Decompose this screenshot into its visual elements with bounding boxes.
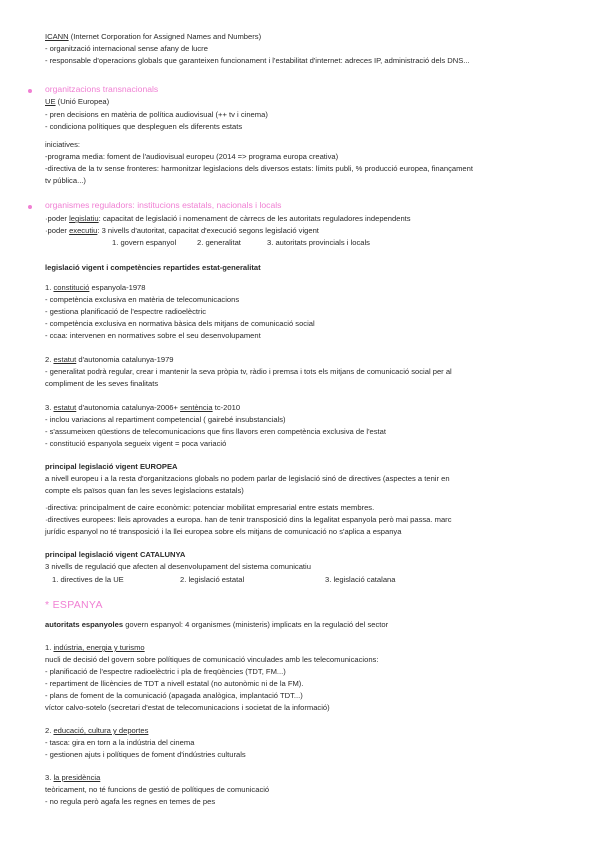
text-line: víctor calvo-sotelo (secretari d'estat de telecomunicacions i societat de la informació) <box>45 703 330 712</box>
list-heading <box>45 283 146 293</box>
keyword: legislatiu <box>69 214 99 223</box>
authority-levels <box>112 238 370 248</box>
keyword: constitució <box>53 283 90 292</box>
item-number: 1. <box>45 283 54 292</box>
keyword: indústria, energia y turismo <box>53 643 145 652</box>
level-item: 3. autoritats provincials i locals <box>267 238 370 247</box>
text-line <box>45 214 411 224</box>
text-line: - organització internacional sense afany de lucre <box>45 44 208 53</box>
item-number: 3. <box>45 773 54 782</box>
level-item: 2. generalitat <box>197 238 241 247</box>
text-line: compliment de les seves finalitats <box>45 379 159 388</box>
text-line: iniciatives: <box>45 140 81 149</box>
text-line: -directiva de la tv sense fronteres: harmonitzar legislacions dels diversos estats: límits publi, % producció europea, finançament <box>45 164 473 173</box>
text-line: - planificació de l'espectre radioelèctric i pla de freqüències (TDT, FM...) <box>45 667 286 676</box>
text-line: -programa media: foment de l'audiovisual europeu (2014 => programa europa creativa) <box>45 152 339 161</box>
text-span: d'autonomia catalunya-1979 <box>76 355 174 364</box>
section-heading: organismes reguladors: institucions estatals, nacionals i locals <box>45 200 282 210</box>
text-line: - gestionen ajuts i polítiques de foment d'indústries culturals <box>45 750 246 759</box>
subheading: legislació vigent i competències repartides estat-generalitat <box>45 263 261 272</box>
text-line: - generalitat podrà regular, crear i mantenir la seva pròpia tv, ràdio i premsa i tots els mitjans de comunicació social per al <box>45 367 452 376</box>
section-bullet-icon <box>28 89 32 93</box>
text-line: teòricament, no té funcions de gestió de polítiques de comunicació <box>45 785 270 794</box>
text-line: - constitució espanyola segueix vigent = poca variació <box>45 439 227 448</box>
text-span: espanyola-1978 <box>89 283 146 292</box>
text-line: 3 nivells de regulació que afecten al desenvolupament del sistema comunicatiu <box>45 562 311 571</box>
text-line: a nivell europeu i a la resta d'organitzacions globals no podem parlar de legislació sinó de directives (aspectes a tenir en <box>45 474 450 483</box>
text-line: - gestiona planificació de l'espectre radioelèctric <box>45 307 207 316</box>
text-line: - responsable d'operacions globals que garanteixen funcionament i l'estabilitat d'internet: adreces IP, administració dels DNS... <box>45 56 470 65</box>
keyword: sentència <box>180 403 213 412</box>
keyword: educació, cultura y deportes <box>53 726 149 735</box>
item-number: 1. <box>45 643 54 652</box>
text-line: tv pública...) <box>45 176 86 185</box>
icann-full-name: (Internet Corporation for Assigned Names and Numbers) <box>68 32 262 41</box>
list-heading <box>45 773 100 783</box>
text-line: jurídic espanyol no té transposició i la llei europea sobre els mitjans de comunicació no s'aplica a espanya <box>45 527 402 536</box>
text-line: - tasca: gira en torn a la indústria del cinema <box>45 738 195 747</box>
text-line: - competència exclusiva en normativa bàsica dels mitjans de comunicació social <box>45 319 315 328</box>
text-line: - ccaa: intervenen en normatives sobre el seu desenvolupament <box>45 331 261 340</box>
keyword: executiu <box>69 226 98 235</box>
text-line: - s'assumeixen qüestions de telecomunicacions que fins llavors eren competència exclusiva de l'estat <box>45 427 386 436</box>
level-item: 3. legislació catalana <box>325 575 396 584</box>
icann-title <box>45 32 261 42</box>
list-heading <box>45 643 145 653</box>
text-line: - inclou variacions al repartiment competencial ( gairebé insubstancials) <box>45 415 286 424</box>
text-line: - plans de foment de la comunicació (apagada analògica, implantació TDT...) <box>45 691 303 700</box>
text-span: ·poder <box>45 214 70 223</box>
level-item: 1. govern espanyol <box>112 238 177 247</box>
text-line: - pren decisions en matèria de política audiovisual (++ tv i cinema) <box>45 110 268 119</box>
text-line <box>45 620 388 630</box>
section-heading: organitzacions transnacionals <box>45 84 159 94</box>
section-bullet-icon <box>28 205 32 209</box>
text-line: nucli de decisió del govern sobre polítiques de comunicació vinculades amb les telecomunicacions: <box>45 655 379 664</box>
bold-term: autoritats espanyoles <box>45 620 124 629</box>
text-line: - condiciona polítiques que despleguen els diferents estats <box>45 122 243 131</box>
icann-acronym: ICANN <box>45 32 69 41</box>
text-span: ·poder <box>45 226 70 235</box>
subheading: principal legislació vigent CATALUNYA <box>45 550 186 559</box>
keyword: la presidència <box>53 773 101 782</box>
subheading: principal legislació vigent EUROPEA <box>45 462 178 471</box>
item-number: 2. <box>45 726 54 735</box>
text-line: - repartiment de llicències de TDT a nivell estatal (no autonòmic ni de la FM). <box>45 679 304 688</box>
text-line <box>45 226 319 236</box>
text-line: - competència exclusiva en matèria de telecomunicacions <box>45 295 240 304</box>
text-span: : capacitat de legislació i nomenament de càrrecs de les autoritats reguladores independents <box>98 214 411 223</box>
section-heading: * ESPANYA <box>45 599 103 611</box>
text-line: ·directives europees: lleis aprovades a europa. han de tenir transposició dins la legalitat espanyola però mai passa. marc <box>45 515 452 524</box>
text-span: d'autonomia catalunya-2006+ <box>76 403 181 412</box>
text-line: ·directiva: principalment de caire econòmic: potenciar mobilitat empresarial entre estats membres. <box>45 503 375 512</box>
keyword: estatut <box>53 403 77 412</box>
level-item: 2. legislació estatal <box>180 575 245 584</box>
list-heading <box>45 355 174 365</box>
level-item: 1. directives de la UE <box>52 575 124 584</box>
ue-title <box>45 97 109 107</box>
item-number: 2. <box>45 355 54 364</box>
keyword: estatut <box>53 355 77 364</box>
ue-full-name: (Unió Europea) <box>55 97 110 106</box>
item-number: 3. <box>45 403 54 412</box>
regulation-levels <box>52 575 396 585</box>
list-heading <box>45 403 240 413</box>
text-span: tc-2010 <box>212 403 241 412</box>
ue-acronym: UE <box>45 97 56 106</box>
text-span: govern espanyol: 4 organismes (ministeris) implicats en la regulació del sector <box>123 620 389 629</box>
list-heading <box>45 726 148 736</box>
text-line: - no regula però agafa les regnes en temes de pes <box>45 797 216 806</box>
text-line: compte els països quan fan les seves legislacions estatals) <box>45 486 244 495</box>
text-span: : 3 nivells d'autoritat, capacitat d'execució segons legislació vigent <box>97 226 319 235</box>
